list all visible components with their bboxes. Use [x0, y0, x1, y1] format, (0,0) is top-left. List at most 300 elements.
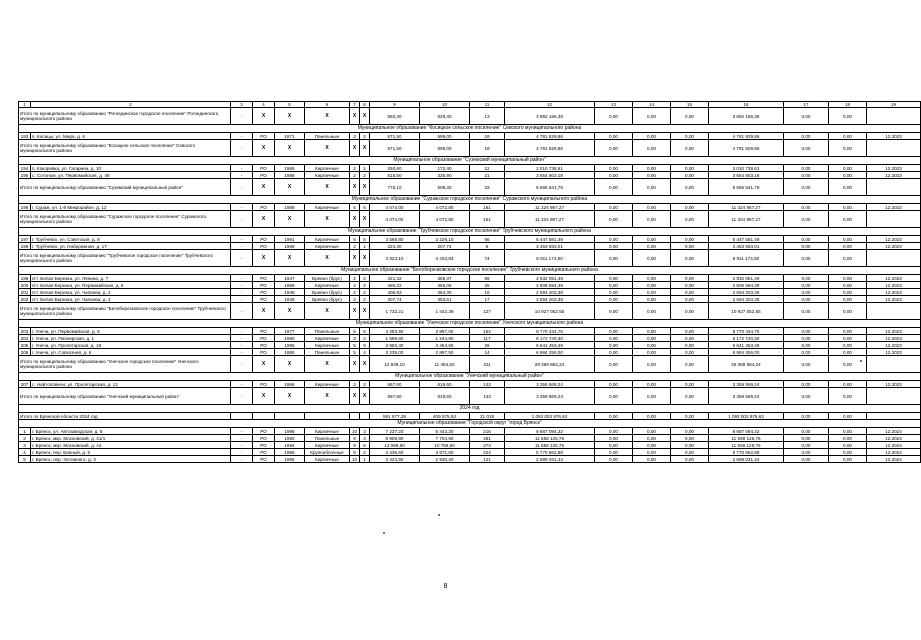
table-cell: - [231, 349, 253, 356]
table-cell: X [275, 179, 305, 196]
table-cell: 0,00 [633, 236, 671, 243]
table-cell: 4 [360, 435, 370, 442]
table-cell: 3 654 803,18 [709, 172, 784, 179]
table-cell: 6 984 256,00 [505, 349, 595, 356]
table-cell: X [305, 388, 350, 405]
table-cell: 0,00 [595, 172, 633, 179]
table-cell: 0,00 [829, 243, 867, 250]
table-cell: X [305, 179, 350, 196]
table-cell: 0,00 [829, 165, 867, 172]
table-cell: г. Брянск, пер. Банный, д. 6 [31, 449, 231, 456]
table-cell: 0,00 [784, 388, 829, 405]
column-number-header: 6 [305, 102, 350, 108]
subtotal-row [19, 356, 921, 373]
table-cell: 311 [470, 356, 505, 373]
table-cell: X [253, 388, 275, 405]
table-cell: 2 887,50 [420, 349, 470, 356]
table-cell: 0,00 [595, 456, 633, 463]
table-cell: Бревно (брус) [305, 296, 350, 303]
table-cell: Панельные [305, 435, 350, 442]
table-cell: 0,00 [829, 342, 867, 349]
table-cell: 8 687 094,32 [505, 428, 595, 435]
table-cell: 11 324 987,27 [505, 204, 595, 211]
subtotal-row [19, 108, 921, 125]
table-cell: - [231, 303, 253, 320]
table-cell: 2 806 594,39 [505, 282, 595, 289]
table-cell: 508,30 [420, 179, 470, 196]
table-cell: 12 [470, 165, 505, 172]
table-cell: 0,00 [633, 165, 671, 172]
table-cell: 0,00 [784, 282, 829, 289]
table-cell: 197 [19, 236, 31, 243]
table-cell: 0,00 [633, 243, 671, 250]
table-cell: Итого по муниципальному образованию "Трубчевское городское поселение" Трубчевского муниципального района [19, 250, 231, 267]
table-cell: г. Унеча, ул. Пионерская, д. 1 [31, 335, 231, 342]
table-cell: 11 558 125,76 [709, 435, 784, 442]
column-number-header: 14 [633, 102, 671, 108]
table-cell: 0,00 [671, 108, 709, 125]
table-cell: 0,00 [595, 296, 633, 303]
table-cell: X [305, 356, 350, 373]
table-cell: 0,00 [633, 303, 671, 320]
table-cell: 216 [470, 428, 505, 435]
table-row [19, 328, 921, 335]
table-cell: 21 018 [470, 413, 505, 420]
table-cell: 0,00 [595, 356, 633, 373]
table-cell: 8 770 434,75 [505, 328, 595, 335]
housing-register-table [18, 101, 921, 463]
table-cell: 207 [19, 381, 31, 388]
table-cell: 0,00 [829, 442, 867, 449]
table-cell: 3 [350, 335, 360, 342]
table-cell: 11 494,50 [420, 356, 470, 373]
table-cell: 0,00 [633, 211, 671, 228]
table-cell: 776,10 [370, 179, 420, 196]
table-cell: 200 [19, 282, 31, 289]
table-cell: - [231, 211, 253, 228]
table-cell: 0,00 [595, 243, 633, 250]
table-cell: 0,00 [595, 108, 633, 125]
column-number-header: 10 [420, 102, 470, 108]
table-cell: РО [253, 172, 275, 179]
table-cell: 2 [360, 335, 370, 342]
table-cell: Панельные [305, 349, 350, 356]
table-cell: 592,40 [370, 108, 420, 125]
table-cell [275, 413, 305, 420]
table-cell: 5 [350, 236, 360, 243]
table-cell: 11 324 987,27 [709, 211, 784, 228]
table-cell: 161 [470, 204, 505, 211]
column-number-header: 9 [370, 102, 420, 108]
table-cell: 10 759,50 [420, 442, 470, 449]
table-cell: 1990 [275, 435, 305, 442]
table-cell: 5 770 662,88 [505, 449, 595, 456]
table-cell [867, 211, 921, 228]
table-cell: 671,50 [370, 133, 420, 140]
table-cell: РО [253, 165, 275, 172]
table-cell: 3 892 196,38 [709, 108, 784, 125]
table-cell: 0,00 [671, 428, 709, 435]
table-cell: 2 [350, 296, 360, 303]
table-cell: 2 932 051,49 [709, 275, 784, 282]
table-cell: 3 226,10 [420, 236, 470, 243]
table-cell [867, 303, 921, 320]
table-cell: 6 443,20 [420, 428, 470, 435]
table-cell: 8 911 174,50 [709, 250, 784, 267]
table-cell: пгт. Белая Березка, ул. Чапаева, д. 2 [31, 289, 231, 296]
table-cell: РО [253, 381, 275, 388]
section-heading-row [19, 125, 921, 133]
table-cell: 0,00 [671, 349, 709, 356]
table-cell: 4 [19, 449, 31, 456]
table-cell: 0,00 [633, 381, 671, 388]
table-cell: 1996 [275, 449, 305, 456]
table-cell: - [231, 456, 253, 463]
table-cell: Муниципальное образование "Трубчевское городское поселение" Трубчевского муниципального района [19, 228, 921, 236]
section-heading-row [19, 157, 921, 165]
table-cell: 224 [470, 449, 505, 456]
table-cell: 0,00 [595, 282, 633, 289]
table-cell: 671,50 [370, 140, 420, 157]
table-cell: 0,00 [671, 243, 709, 250]
table-cell: 28 368 884,24 [709, 356, 784, 373]
table-cell: 206 [19, 349, 31, 356]
table-cell: 9 [350, 449, 360, 456]
table-cell: X [350, 388, 360, 405]
table-cell: РО [253, 275, 275, 282]
table-cell: 619,60 [420, 381, 470, 388]
table-cell: 3 463 593,01 [709, 243, 784, 250]
table-cell: 0,00 [595, 133, 633, 140]
table-cell: г. Трубчевск, ул. Советская, д. 8 [31, 236, 231, 243]
table-cell: 202 [19, 296, 31, 303]
table-cell: Кирпичные [305, 456, 350, 463]
table-cell: Крупноблочные [305, 449, 350, 456]
table-cell: 0,00 [784, 428, 829, 435]
table-cell [867, 179, 921, 196]
table-cell: 26 [470, 342, 505, 349]
table-cell: 0,00 [595, 289, 633, 296]
table-cell: 0,00 [829, 449, 867, 456]
table-cell: 4 781 829,86 [505, 140, 595, 157]
column-number-header: 5 [275, 102, 305, 108]
table-cell: - [231, 108, 253, 125]
table-row [19, 456, 921, 463]
table-cell: 14 [470, 349, 505, 356]
table-cell: 0,00 [671, 211, 709, 228]
subtotal-row [19, 303, 921, 320]
table-row [19, 335, 921, 342]
table-cell: РО [253, 296, 275, 303]
table-cell: X [253, 140, 275, 157]
table-cell: 3 [19, 442, 31, 449]
table-cell: - [231, 133, 253, 140]
table-cell: 0,00 [784, 456, 829, 463]
table-cell: X [360, 250, 370, 267]
table-cell: X [253, 179, 275, 196]
table-cell: пгт. Белая Березка, ул. Первомайская, д. 5 [31, 282, 231, 289]
table-cell: 3 359 569,24 [505, 388, 595, 405]
table-cell: 0,00 [784, 442, 829, 449]
table-cell: 0,00 [595, 428, 633, 435]
table-cell: 0,00 [829, 456, 867, 463]
table-cell: Кирпичные [305, 428, 350, 435]
table-cell: 66 [470, 236, 505, 243]
table-cell: X [350, 356, 360, 373]
table-cell: Панельные [305, 133, 350, 140]
table-cell: - [231, 296, 253, 303]
table-cell: 1980 [275, 335, 305, 342]
table-cell: X [360, 303, 370, 320]
table-cell: 0,00 [784, 108, 829, 125]
table-cell: 0,00 [633, 133, 671, 140]
table-cell: 6 172 740,30 [709, 335, 784, 342]
table-cell: 74 [470, 250, 505, 267]
table-cell: 11 558 125,76 [505, 435, 595, 442]
table-cell [360, 413, 370, 420]
table-cell: 0,00 [829, 435, 867, 442]
table-cell: г. Унеча, ул. Пролетарская, д. 18 [31, 342, 231, 349]
table-cell: 2 689 031,44 [709, 456, 784, 463]
table-cell: РО [253, 435, 275, 442]
table-cell: 0,00 [595, 204, 633, 211]
table-cell: 25 [470, 282, 505, 289]
table-cell: 12.2024 [867, 442, 921, 449]
table-cell: 0,00 [784, 296, 829, 303]
table-row [19, 133, 921, 140]
table-cell: 3 897,00 [420, 328, 470, 335]
table-cell: 1 [360, 243, 370, 250]
table-row [19, 236, 921, 243]
table-cell: г. Трубчевск, ул. Набережная, д. 17 [31, 243, 231, 250]
table-cell: - [231, 275, 253, 282]
table-cell: 2 932 051,49 [505, 275, 595, 282]
table-cell: 12 949,10 [370, 356, 420, 373]
column-number-header: 17 [784, 102, 829, 108]
column-number-header: 18 [829, 102, 867, 108]
column-number-header: 11 [470, 102, 505, 108]
table-cell: - [231, 289, 253, 296]
table-cell: 599,00 [420, 140, 470, 157]
table-cell: 2 [350, 289, 360, 296]
table-cell: 359,37 [420, 275, 470, 282]
table-cell: 0,00 [633, 250, 671, 267]
table-cell: 6 [360, 204, 370, 211]
table-cell: Панельные [305, 328, 350, 335]
table-cell: Кирпичные [305, 243, 350, 250]
table-cell: 2 [350, 133, 360, 140]
table-cell: 1 093 003 976,62 [505, 413, 595, 420]
table-cell: 1989 [275, 204, 305, 211]
table-cell: Кирпичные [305, 204, 350, 211]
table-cell [350, 413, 360, 420]
table-cell: - [231, 179, 253, 196]
table-cell: 0,00 [595, 349, 633, 356]
table-cell: 12.2023 [867, 296, 921, 303]
table-cell: X [350, 250, 360, 267]
table-cell: X [360, 179, 370, 196]
table-row [19, 243, 921, 250]
table-cell: 69 [470, 275, 505, 282]
table-cell: 4 [360, 349, 370, 356]
table-cell [253, 413, 275, 420]
table-cell: 0,00 [829, 282, 867, 289]
table-cell: с. Сотоном, ул. Первомайская, д. 49 [31, 172, 231, 179]
table-cell: 16 [470, 289, 505, 296]
table-cell: X [350, 211, 360, 228]
table-cell: 3 568,80 [370, 236, 420, 243]
table-cell: 1 442,39 [420, 303, 470, 320]
table-cell: 5 [350, 342, 360, 349]
table-cell: 172,40 [420, 165, 470, 172]
table-cell: 0,00 [633, 204, 671, 211]
table-cell: 0,00 [671, 442, 709, 449]
table-cell: 0,00 [595, 442, 633, 449]
table-cell: 0,00 [784, 172, 829, 179]
table-row [19, 449, 921, 456]
section-heading-row [19, 196, 921, 204]
column-number-header: 7 [350, 102, 360, 108]
table-cell: 0,00 [829, 388, 867, 405]
table-cell: 0,00 [671, 342, 709, 349]
subtotal-row [19, 211, 921, 228]
section-heading-row [19, 420, 921, 428]
table-cell: 0,00 [671, 282, 709, 289]
table-cell: - [231, 250, 253, 267]
table-cell: 0,00 [633, 172, 671, 179]
table-cell: X [305, 140, 350, 157]
table-cell: 0,00 [784, 328, 829, 335]
table-cell: 0,00 [829, 303, 867, 320]
table-cell: 0,00 [784, 243, 829, 250]
table-row [19, 442, 921, 449]
table-cell: 3 892 196,38 [505, 108, 595, 125]
table-cell: X [275, 140, 305, 157]
table-cell: РО [253, 204, 275, 211]
section-heading-row [19, 267, 921, 275]
table-cell: 0,00 [784, 165, 829, 172]
table-cell: 0,00 [784, 303, 829, 320]
table-cell: 1 732,21 [370, 303, 420, 320]
table-cell: 0,00 [633, 335, 671, 342]
table-row [19, 289, 921, 296]
table-cell: 0,00 [829, 328, 867, 335]
table-cell: Итого по Брянской области 2024 год [19, 413, 231, 420]
table-cell [305, 413, 350, 420]
table-cell: 619,60 [420, 388, 470, 405]
table-cell: 198 [19, 243, 31, 250]
table-cell: 143 [470, 381, 505, 388]
table-cell: 0,00 [595, 435, 633, 442]
table-cell: 10 927 052,55 [505, 303, 595, 320]
table-cell: X [360, 388, 370, 405]
table-cell: 13 069,60 [370, 442, 420, 449]
table-cell: 2 594 203,38 [505, 289, 595, 296]
table-cell: РО [253, 236, 275, 243]
table-cell: - [231, 342, 253, 349]
section-heading-row [19, 405, 921, 413]
table-cell: 0,00 [784, 204, 829, 211]
table-cell: 1 559,80 [370, 335, 420, 342]
table-cell: 2 [350, 275, 360, 282]
table-cell: - [231, 282, 253, 289]
table-cell: 1948 [275, 289, 305, 296]
table-cell: - [231, 435, 253, 442]
table-cell: - [231, 165, 253, 172]
table-cell: 1998 [275, 428, 305, 435]
table-cell: 12.2023 [867, 328, 921, 335]
table-cell: г. Унеча, ул. Первомайская, д. 8 [31, 328, 231, 335]
table-row [19, 381, 921, 388]
table-cell: 3 359 569,24 [505, 381, 595, 388]
table-cell: 12.2023 [867, 335, 921, 342]
table-cell: 1 093 003 976,62 [709, 413, 784, 420]
table-cell: 0,00 [829, 356, 867, 373]
table-cell: Муниципальное образование "Унечское городское поселение" Унечского муниципального района [19, 320, 921, 328]
table-cell: 194 [19, 165, 31, 172]
table-cell: 6 984 256,00 [709, 349, 784, 356]
subtotal-row [19, 388, 921, 405]
table-cell: 12.2023 [867, 133, 921, 140]
table-cell: 196 [19, 204, 31, 211]
table-cell: 143 [470, 388, 505, 405]
table-cell: - [231, 381, 253, 388]
table-cell: 2024 год [19, 405, 921, 413]
table-cell: 127 [470, 303, 505, 320]
table-cell: 5 [350, 349, 360, 356]
table-cell: X [253, 303, 275, 320]
grand-total-row [19, 413, 921, 420]
table-cell: 1994 [275, 442, 305, 449]
table-cell: 0,00 [633, 442, 671, 449]
table-cell: РО [253, 335, 275, 342]
table-cell: 0,00 [633, 179, 671, 196]
table-cell: Кирпичные [305, 442, 350, 449]
table-cell: 0,00 [829, 381, 867, 388]
table-cell: 0,00 [595, 335, 633, 342]
column-number-header: 8 [360, 102, 370, 108]
table-cell: 0,00 [595, 388, 633, 405]
table-cell: X [350, 303, 360, 320]
table-cell: 12.2024 [867, 449, 921, 456]
column-number-header: 1 [19, 102, 31, 108]
table-cell: 406,93 [370, 289, 420, 296]
table-cell: 0,00 [595, 381, 633, 388]
table-cell: 361 [470, 435, 505, 442]
table-cell: 2 [350, 172, 360, 179]
table-cell: 515,50 [370, 172, 420, 179]
table-cell: РО [253, 282, 275, 289]
table-cell: - [231, 388, 253, 405]
table-cell: 1949 [275, 296, 305, 303]
table-cell: Итого по муниципальному образованию "Унечский муниципальный район" [19, 388, 231, 405]
table-cell: 1991 [275, 236, 305, 243]
table-cell: 0,00 [784, 435, 829, 442]
table-cell: 0,00 [633, 342, 671, 349]
table-cell: 0,00 [633, 108, 671, 125]
table-cell [867, 413, 921, 420]
table-cell: 0,00 [671, 381, 709, 388]
table-cell: 161 [470, 211, 505, 228]
table-cell: - [231, 236, 253, 243]
table-cell: 0,00 [671, 335, 709, 342]
subtotal-row [19, 140, 921, 157]
table-cell: 0,00 [829, 133, 867, 140]
table-cell: 2 [360, 172, 370, 179]
table-cell: 363,61 [420, 296, 470, 303]
table-cell: 3 823,10 [370, 250, 420, 267]
table-cell: Кирпичные [305, 335, 350, 342]
